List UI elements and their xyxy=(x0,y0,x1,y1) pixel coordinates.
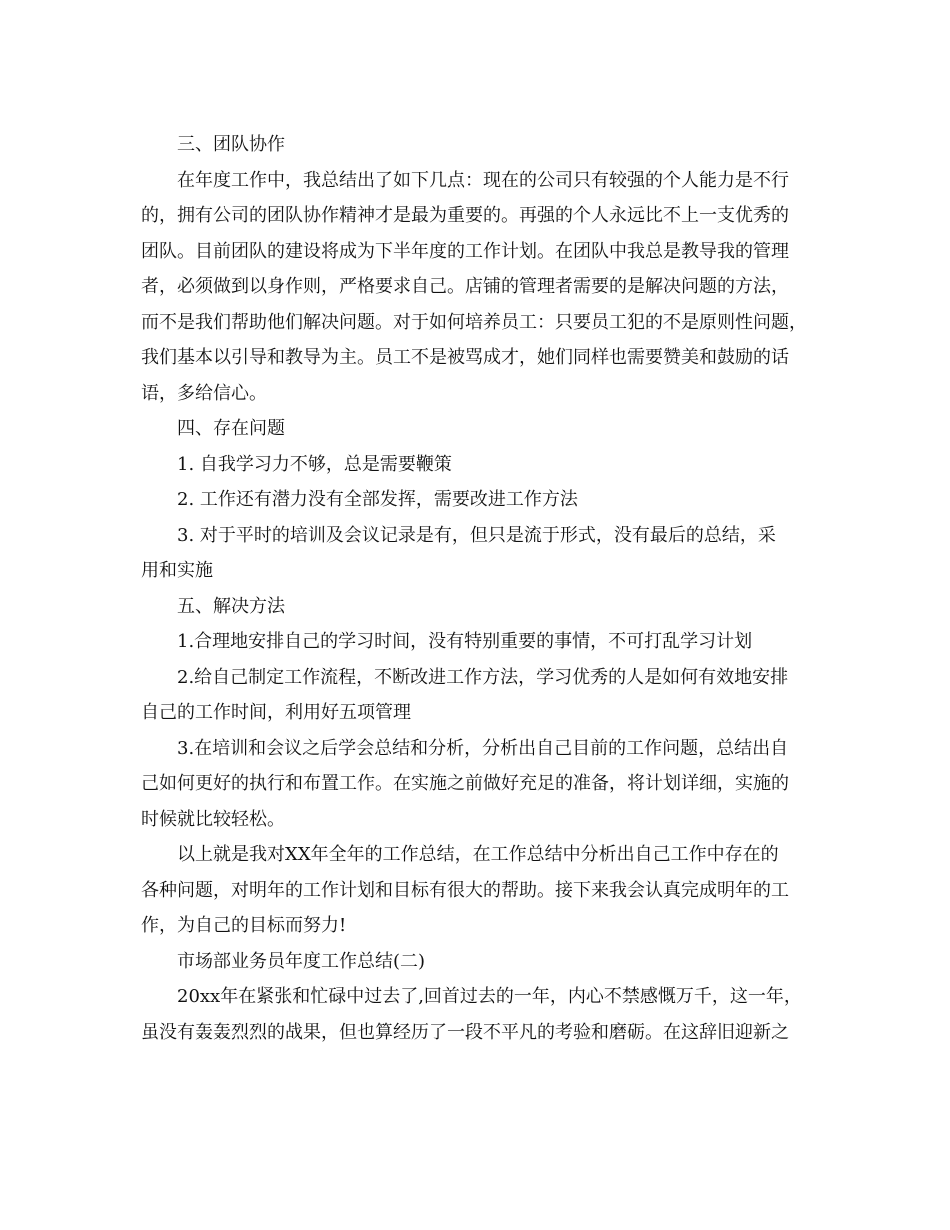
paragraph-line: 者，必须做到以身作则，严格要求自己。店铺的管理者需要的是解决问题的方法， xyxy=(141,276,789,297)
paragraph-line: 的，拥有公司的团队协作精神才是最为重要的。再强的个人永远比不上一支优秀的 xyxy=(141,205,789,226)
section-heading-solutions: 五、解决方法 xyxy=(177,595,285,617)
paragraph-line: 虽没有轰轰烈烈的战果，但也算经历了一段不平凡的考验和磨砺。在这辞旧迎新之 xyxy=(141,1021,789,1043)
list-item: 1.合理地安排自己的学习时间，没有特别重要的事情，不可打乱学习计划 xyxy=(177,631,753,652)
paragraph-line: 20xx年在紧张和忙碌中过去了,回首过去的一年，内心不禁感慨万千，这一年， xyxy=(177,986,802,1007)
list-item: 1. 自我学习力不够，总是需要鞭策 xyxy=(177,453,452,475)
paragraph-line: 以上就是我对XX年全年的工作总结，在工作总结中分析出自己工作中存在的 xyxy=(177,844,779,865)
paragraph-line: 我们基本以引导和教导为主。员工不是被骂成才，她们同样也需要赞美和鼓励的话 xyxy=(141,347,789,368)
list-item: 2. 工作还有潜力没有全部发挥，需要改进工作方法 xyxy=(177,489,578,510)
list-item: 3.在培训和会议之后学会总结和分析，分析出自己目前的工作问题，总结出自 xyxy=(177,737,789,759)
paragraph-line: 各种问题，对明年的工作计划和目标有很大的帮助。接下来我会认真完成明年的工 xyxy=(141,879,789,901)
section-heading-problems: 四、存在问题 xyxy=(177,418,285,439)
paragraph-line: 在年度工作中，我总结出了如下几点：现在的公司只有较强的个人能力是不行 xyxy=(177,169,789,191)
list-item: 3. 对于平时的培训及会议记录是有，但只是流于形式，没有最后的总结，采 xyxy=(177,524,776,546)
document-body xyxy=(141,127,841,1050)
paragraph-line: 而不是我们帮助他们解决问题。对于如何培养员工：只要员工犯的不是原则性问题， xyxy=(141,311,807,333)
article-title: 市场部业务员年度工作总结(二) xyxy=(177,950,426,972)
list-item-continuation: 用和实施 xyxy=(141,560,213,581)
list-item: 2.给自己制定工作流程，不断改进工作方法，学习优秀的人是如何有效地安排 xyxy=(177,666,789,688)
list-item-continuation: 自己的工作时间，利用好五项管理 xyxy=(141,702,411,723)
section-heading-teamwork: 三、团队协作 xyxy=(177,134,285,155)
list-item-continuation: 时候就比较轻松。 xyxy=(141,808,285,830)
paragraph-line: 作，为自己的目标而努力! xyxy=(141,915,347,936)
list-item-continuation: 己如何更好的执行和布置工作。在实施之前做好充足的准备，将计划详细，实施的 xyxy=(141,773,789,794)
paragraph-line: 语，多给信心。 xyxy=(141,382,267,404)
paragraph-line: 团队。目前团队的建设将成为下半年度的工作计划。在团队中我总是教导我的管理 xyxy=(141,240,789,262)
